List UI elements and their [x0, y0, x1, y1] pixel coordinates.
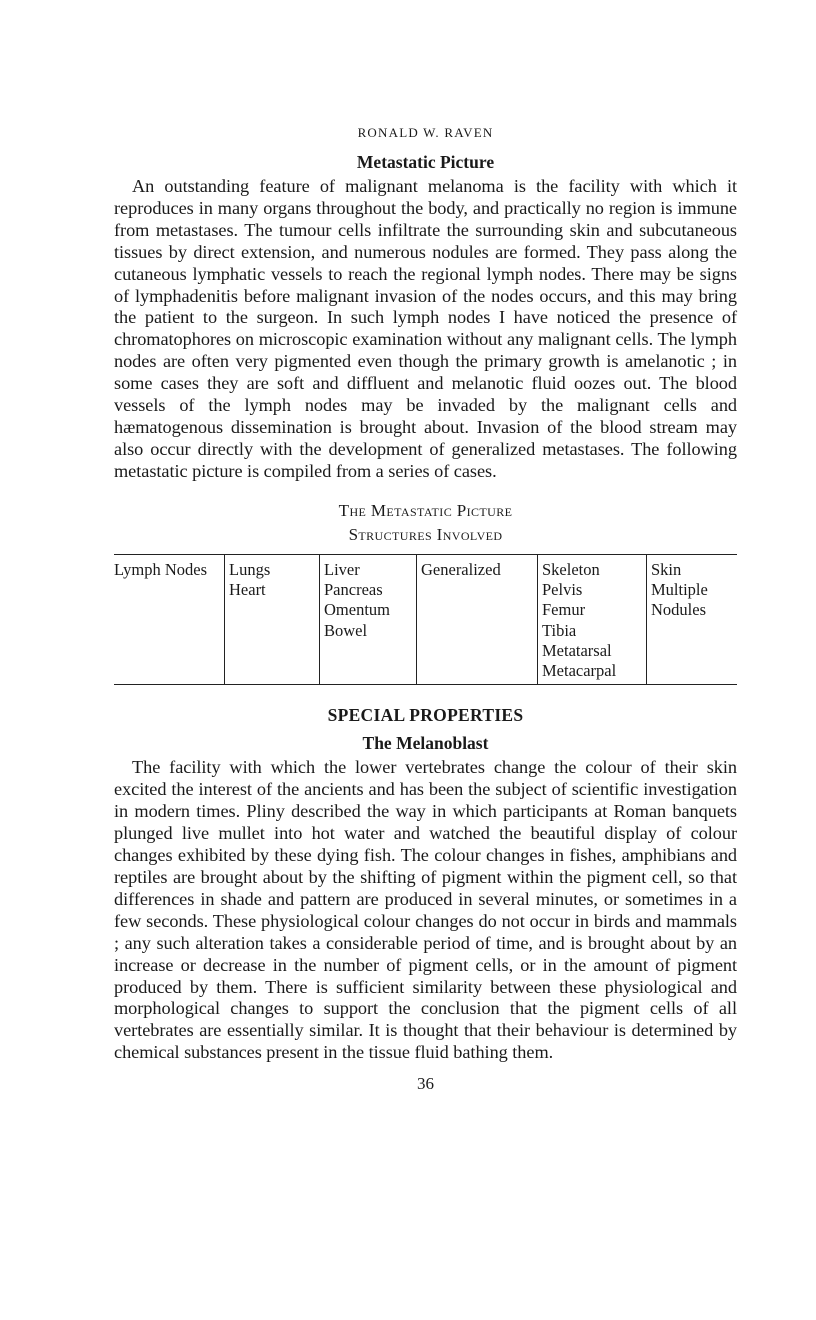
table-cell-text: Lungs [229, 559, 271, 579]
table-cell-text: Skin [651, 559, 682, 579]
table-cell-text: Heart [229, 579, 266, 599]
table-cell-text: Lymph Nodes [114, 559, 208, 579]
paragraph-melanoblast: The facility with which the lower vertebrates change the colour of their skin excited the interest of the ancients and has been the subject of scientific investigation in modern times. Pliny described the way in which participants at Roman banquets plunged live mullet into hot water and watched the beautiful display of colour changes exhibited by these dying fish. The colour changes in fishes, amphibians and reptiles are brought about by the shifting of pigment within the pigment cell, so that differences in shade and pattern are produced in several minutes, or sometimes in a few seconds. These physiological colour changes do not occur in birds and mammals ; any such alteration takes a considerable period of time, and is brought about by an increase or decrease in the number of pigment cells, or in the amount of pigment produced by them. There is sufficient similarity between these physiological and morphological changes to support the conclusion that the pigment cells of all vertebrates are essentially similar. It is thought that their behaviour is determined by chemical substances present in the tissue fluid bathing them. [114, 757, 737, 1063]
table-cell-skeleton [538, 554, 647, 685]
table-caption-subtitle: Structures Involved [348, 524, 503, 544]
table-cell-text: Metatarsal [542, 640, 612, 660]
table-cell-text: Tibia [542, 620, 577, 640]
table-cell-text: Pelvis [542, 579, 583, 599]
metastatic-structures-table [114, 554, 737, 686]
table-cell-text: Femur [542, 600, 586, 620]
table-cell-abdominal [320, 554, 417, 685]
table-cell-text: Omentum [324, 600, 390, 620]
section-title-metastatic-picture: Metastatic Picture [356, 152, 495, 172]
table-cell-thoracic [225, 554, 320, 685]
table-cell-text: Generalized [421, 559, 501, 579]
table-cell-lymph [114, 554, 225, 685]
table-row [114, 554, 737, 685]
page-number: 36 [417, 1074, 434, 1094]
table-cell-generalized [417, 554, 538, 685]
table-cell-skin [647, 554, 738, 685]
table-cell-text: Metacarpal [542, 661, 617, 681]
table-cell-text: Pancreas [324, 579, 383, 599]
table-cell-text: Nodules [651, 600, 706, 620]
table-cell-text: Skeleton [542, 559, 600, 579]
table-cell-text: Multiple [651, 579, 708, 599]
running-head: RONALD W. RAVEN [357, 125, 494, 140]
table-cell-text: Bowel [324, 620, 368, 640]
table-cell-text: Liver [324, 559, 360, 579]
subheading-melanoblast: The Melanoblast [362, 733, 489, 754]
heading-special-properties: SPECIAL PROPERTIES [327, 705, 524, 726]
table-caption-title: The Metastatic Picture [338, 500, 513, 520]
paragraph-metastatic-picture: An outstanding feature of malignant melanoma is the facility with which it reproduces in many organs throughout the body, and practically no region is immune from metastases. The tumour cells infiltrate the surrounding skin and subcutaneous tissues by direct extension, and numerous nodules are formed. They pass along the cutaneous lymphatic vessels to reach the regional lymph nodes. There may be signs of lymphadenitis before malignant invasion of the nodes occurs, and this may bring the patient to the surgeon. In such lymph nodes I have noticed the presence of chromatophores on microscopic examination without any malignant cells. The lymph nodes are often very pigmented even though the primary growth is amelanotic ; in some cases they are soft and diffluent and melanotic fluid oozes out. The blood vessels of the lymph nodes may be invaded by the malignant cells and hæmatogenous dissemination is brought about. Invasion of the blood stream may also occur directly with the development of generalized metastases. The following metastatic picture is compiled from a series of cases. [114, 176, 737, 481]
book-page [114, 118, 737, 1096]
